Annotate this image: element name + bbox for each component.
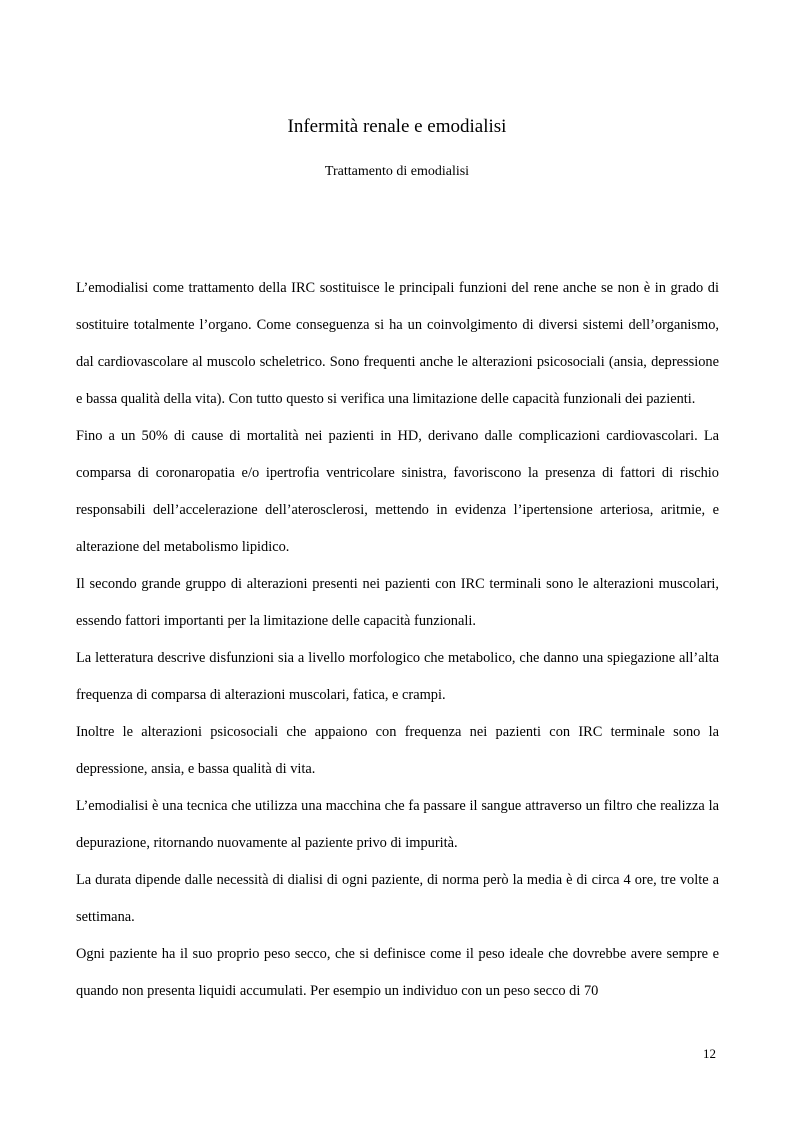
paragraph-1: L’emodialisi come trattamento della IRC sostituisce le principali funzioni del rene anche se non è in grado di sostituire totalmente l’organo. Come conseguenza si ha un coinvolgimento di diversi sistemi dell’organismo, dal cardiovascolare al muscolo scheletrico. Sono frequenti anche le alterazioni psicosociali (ansia, depressione e bassa qualità della vita). Con tutto questo si verifica una limitazione delle capacità funzionali dei pazienti. bbox=[76, 280, 719, 407]
page-title: Infermità renale e emodialisi bbox=[287, 116, 507, 137]
paragraph-2: Fino a un 50% di cause di mortalità nei pazienti in HD, derivano dalle complicazioni cardiovascolari. La comparsa di coronaropatia e/o ipertrofia ventricolare sinistra, favoriscono la presenza di fattori di rischio responsabili dell’accelerazione dell’aterosclerosi, mettendo in evidenza l’ipertensione arteriosa, aritmie, e alterazione del metabolismo lipidico. bbox=[76, 428, 719, 555]
paragraph-6: L’emodialisi è una tecnica che utilizza una macchina che fa passare il sangue attraverso un filtro che realizza la depurazione, ritornando nuovamente al paziente privo di impurità. bbox=[76, 798, 719, 851]
body-text bbox=[76, 270, 719, 1010]
paragraph-4: La letteratura descrive disfunzioni sia a livello morfologico che metabolico, che danno una spiegazione all’alta frequenza di comparsa di alterazioni muscolari, fatica, e crampi. bbox=[76, 650, 719, 703]
paragraph-7: La durata dipende dalle necessità di dialisi di ogni paziente, di norma però la media è di circa 4 ore, tre volte a settimana. bbox=[76, 872, 719, 925]
page-number: 12 bbox=[703, 1046, 716, 1061]
paragraph-8: Ogni paziente ha il suo proprio peso secco, che si definisce come il peso ideale che dovrebbe avere sempre e quando non presenta liquidi accumulati. Per esempio un individuo con un peso secco di 70 bbox=[76, 946, 719, 999]
paragraph-3: Il secondo grande gruppo di alterazioni presenti nei pazienti con IRC terminali sono le alterazioni muscolari, essendo fattori importanti per la limitazione delle capacità funzionali. bbox=[76, 576, 719, 629]
page-subtitle: Trattamento di emodialisi bbox=[324, 164, 470, 179]
paragraph-5: Inoltre le alterazioni psicosociali che appaiono con frequenza nei pazienti con IRC terminale sono la depressione, ansia, e bassa qualità di vita. bbox=[76, 724, 719, 777]
